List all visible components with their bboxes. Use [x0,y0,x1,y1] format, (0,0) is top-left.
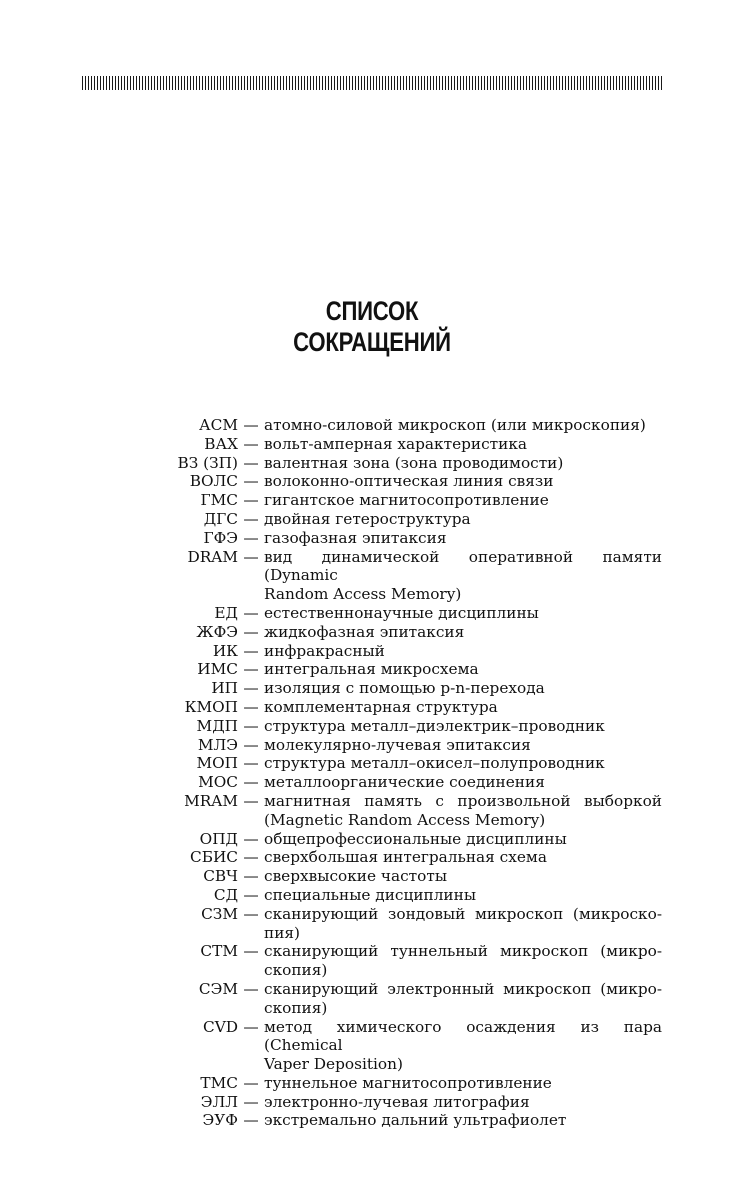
page-title-line-2: СОКРАЩЕНИЙ [293,327,451,357]
definition-line: интегральная микросхема [264,660,479,679]
definition-line: скопия) [264,998,328,1017]
abbreviation-term: ОПД [199,829,238,848]
abbreviation-entry [0,754,756,773]
definition-line: сканирующий туннельный микроскоп (микро- [264,942,662,961]
abbreviation-entry [0,529,756,548]
definition-line: вольт-амперная характеристика [264,434,528,453]
definition-line: Random Access Memory) [264,585,462,604]
abbreviation-definition [264,1111,662,1130]
abbreviation-entry [0,698,756,717]
definition-line: молекулярно-лучевая эпитаксия [264,735,531,754]
definition-line: структура металл–окисел–полупроводник [264,754,605,773]
abbreviation-entry [0,717,756,736]
abbreviation-definition [264,905,662,943]
abbreviation-term: MRAM [184,791,238,810]
abbreviation-entry [0,1111,756,1130]
abbreviation-entry [0,1093,756,1112]
abbreviation-term: СД [213,885,238,904]
definition-line: гигантское магнитосопротивление [264,491,549,510]
abbreviation-definition [264,604,662,623]
em-dash-separator: — [243,416,259,434]
em-dash-separator: — [243,453,259,472]
definition-line: изоляция с помощью p-n-перехода [264,679,545,698]
definition-line: Vaper Deposition) [264,1055,403,1074]
definition-line: метод химического осаждения из пара (Chemical [264,1017,662,1055]
abbreviation-definition [264,848,662,867]
definition-line: общепрофессиональные дисциплины [264,829,567,848]
abbreviation-entry [0,905,756,943]
definition-line: жидкофазная эпитаксия [264,622,465,641]
abbreviation-definition [264,623,662,642]
abbreviation-list [0,416,756,1130]
definition-line: валентная зона (зона проводимости) [264,453,564,472]
abbreviation-definition [264,1093,662,1112]
em-dash-separator: — [243,829,259,848]
abbreviation-definition [264,416,662,435]
abbreviation-definition [264,830,662,849]
abbreviation-entry [0,623,756,642]
em-dash-separator: — [243,1017,259,1036]
abbreviation-term: ЕД [214,603,238,622]
abbreviation-definition [264,942,662,980]
abbreviation-term: ВЗ (ЗП) [177,453,238,472]
definition-line: волоконно-оптическая линия связи [264,472,554,491]
definition-line: туннельное магнитосопротивление [264,1073,552,1092]
abbreviation-definition [264,717,662,736]
abbreviation-definition [264,867,662,886]
abbreviation-term: CVD [202,1017,238,1036]
definition-line: сверхбольшая интегральная схема [264,848,547,867]
em-dash-separator: — [243,641,259,660]
em-dash-separator: — [243,472,259,491]
abbreviation-entry [0,472,756,491]
em-dash-separator: — [243,1092,259,1111]
abbreviation-term: СТМ [200,942,238,961]
abbreviation-term: КМОП [184,697,238,716]
abbreviation-term: МЛЭ [197,735,238,754]
abbreviation-term: ИП [211,679,238,698]
em-dash-separator: — [243,528,259,547]
em-dash-separator: — [243,773,259,792]
em-dash-separator: — [243,735,259,754]
em-dash-separator: — [243,754,259,773]
abbreviation-entry [0,416,756,435]
abbreviation-definition [264,660,662,679]
abbreviation-definition [264,754,662,773]
abbreviation-entry [0,736,756,755]
abbreviation-term: ИМС [197,660,238,679]
em-dash-separator: — [243,434,259,453]
em-dash-separator: — [243,679,259,698]
abbreviation-term: ВОЛС [189,472,238,491]
definition-line: сверхвысокие частоты [264,867,447,886]
em-dash-separator: — [243,603,259,622]
definition-line: двойная гетероструктура [264,509,471,528]
abbreviation-term: АСМ [199,416,238,434]
definition-line: инфракрасный [264,641,385,660]
em-dash-separator: — [243,867,259,886]
abbreviation-entry [0,435,756,454]
em-dash-separator: — [243,660,259,679]
abbreviation-entry [0,491,756,510]
definition-line: естественнонаучные дисциплины [264,603,539,622]
em-dash-separator: — [243,622,259,641]
abbreviation-definition [264,679,662,698]
definition-line: сканирующий электронный микроскоп (микро- [264,979,662,998]
em-dash-separator: — [243,509,259,528]
abbreviation-term: ЭУФ [202,1111,238,1130]
abbreviation-definition [264,1074,662,1093]
abbreviation-definition [264,980,662,1018]
definition-line: (Magnetic Random Access Memory) [264,810,546,829]
abbreviation-term: СВЧ [203,867,238,886]
abbreviation-definition [264,698,662,717]
abbreviation-definition [264,454,662,473]
definition-line: экстремально дальний ультрафиолет [264,1111,567,1130]
abbreviation-definition [264,1018,662,1074]
abbreviation-entry [0,454,756,473]
abbreviation-term: СЭМ [198,979,238,998]
abbreviation-entry [0,679,756,698]
definition-line: скопия) [264,961,328,980]
abbreviation-entry [0,604,756,623]
em-dash-separator: — [243,1111,259,1130]
abbreviation-entry [0,642,756,661]
definition-line: вид динамической оперативной памяти (Dynamic [264,547,662,585]
abbreviation-entry [0,942,756,980]
abbreviation-entry [0,1074,756,1093]
abbreviation-definition [264,491,662,510]
abbreviation-term: МДП [196,716,238,735]
abbreviation-term: ГФЭ [203,528,238,547]
abbreviation-term: МОС [198,773,238,792]
abbreviation-term: DRAM [187,547,238,566]
abbreviation-definition [264,529,662,548]
abbreviation-entry [0,510,756,529]
definition-line: металлоорганические соединения [264,773,545,792]
em-dash-separator: — [243,885,259,904]
abbreviation-definition [264,510,662,529]
abbreviation-entry [0,886,756,905]
abbreviation-definition [264,472,662,491]
abbreviation-definition [264,736,662,755]
abbreviation-term: СЗМ [201,904,238,923]
abbreviation-entry [0,830,756,849]
abbreviation-entry [0,1018,756,1074]
em-dash-separator: — [243,791,259,810]
abbreviation-definition [264,548,662,604]
em-dash-separator: — [243,979,259,998]
abbreviation-term: ВАХ [204,434,238,453]
definition-line: атомно-силовой микроскоп (или микроскопия) [264,416,646,434]
abbreviation-term: СБИС [190,848,238,867]
definition-line: пия) [264,923,301,942]
definition-line: газофазная эпитаксия [264,528,447,547]
em-dash-separator: — [243,547,259,566]
abbreviation-term: ГМС [200,491,238,510]
em-dash-separator: — [243,716,259,735]
abbreviation-term: ДГС [203,509,238,528]
abbreviation-term: ИК [212,641,238,660]
page-title-line-1: СПИСОК [325,296,419,326]
abbreviation-entry [0,848,756,867]
em-dash-separator: — [243,904,259,923]
abbreviation-entry [0,792,756,830]
definition-line: структура металл–диэлектрик–проводник [264,716,605,735]
definition-line: комплементарная структура [264,697,498,716]
page-title [67,296,677,358]
em-dash-separator: — [243,1073,259,1092]
abbreviation-definition [264,773,662,792]
abbreviation-entry [0,773,756,792]
em-dash-separator: — [243,491,259,510]
abbreviation-entry [0,660,756,679]
abbreviation-entry [0,867,756,886]
abbreviation-definition [264,435,662,454]
abbreviation-definition [264,792,662,830]
em-dash-separator: — [243,697,259,716]
definition-line: специальные дисциплины [264,885,476,904]
abbreviation-term: ЭЛЛ [200,1092,238,1111]
abbreviation-term: МОП [196,754,238,773]
abbreviation-entry [0,548,756,604]
abbreviation-definition [264,642,662,661]
em-dash-separator: — [243,848,259,867]
abbreviation-entry [0,980,756,1018]
em-dash-separator: — [243,942,259,961]
header-decorative-rule [82,76,664,90]
definition-line: электронно-лучевая литография [264,1092,530,1111]
abbreviation-term: ТМС [200,1073,238,1092]
abbreviation-term: ЖФЭ [196,622,238,641]
definition-line: магнитная память с произвольной выборкой [264,791,662,810]
definition-line: сканирующий зондовый микроскоп (микроско- [264,904,662,923]
abbreviation-definition [264,886,662,905]
